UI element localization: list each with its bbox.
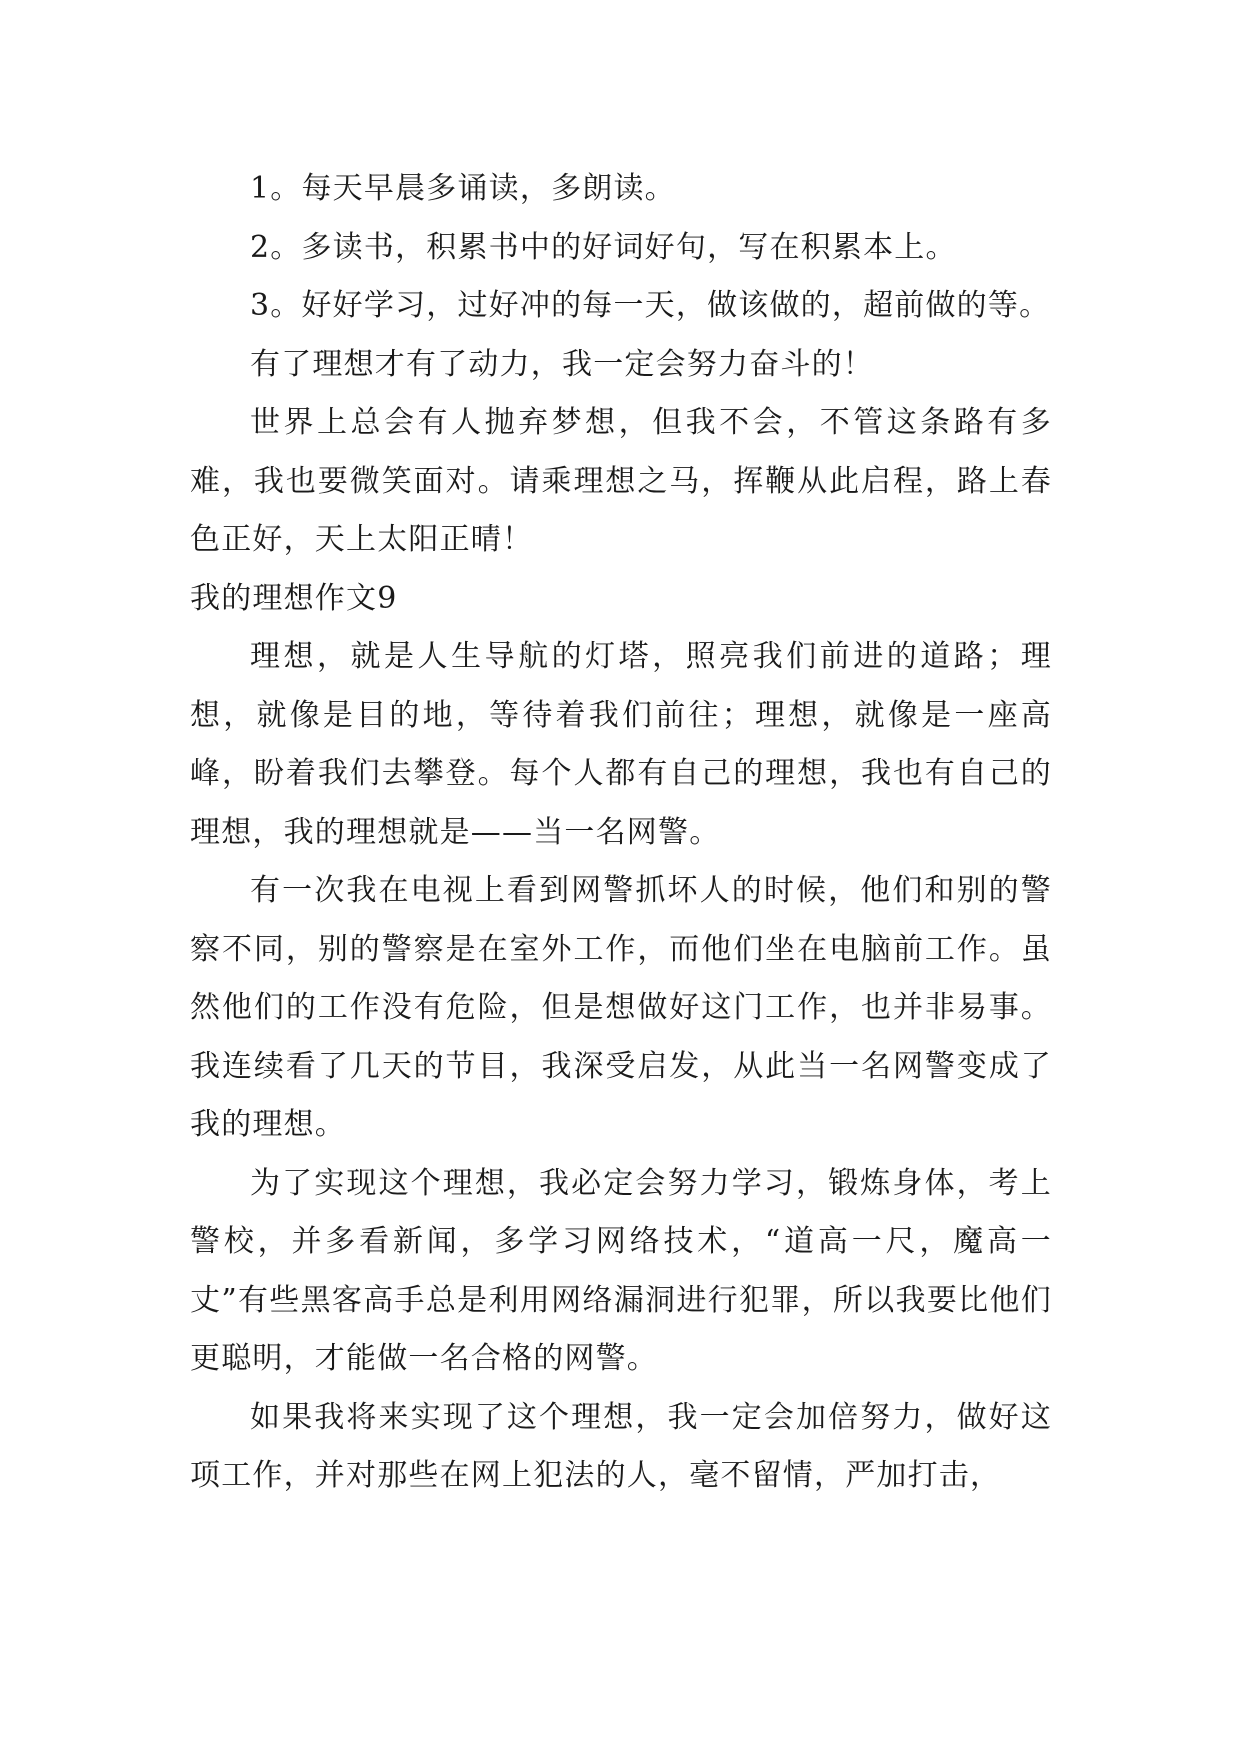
paragraph-motivation: 有了理想才有了动力，我一定会努力奋斗的！ [250,346,874,382]
paragraph-inspiration: 有一次我在电视上看到网警抓坏人的时候，他们和别的警察不同，别的警察是在室外工作，而他们坐在电脑前工作。虽然他们的工作没有危险，但是想做好这门工作，也并非易事。我连续看了几天的节目，我深受启发，从此当一名网警变成了我的理想。 [190,873,1052,1142]
paragraph-future: 如果我将来实现了这个理想，我一定会加倍努力，做好这项工作，并对那些在网上犯法的人，毫不留情，严加打击， [190,1399,1052,1493]
paragraph-tip-1: 1。每天早晨多诵读，多朗读。 [250,171,676,206]
paragraph-conclusion: 世界上总会有人抛弃梦想，但我不会，不管这条路有多难，我也要微笑面对。请乘理想之马，挥鞭从此启程，路上春色正好，天上太阳正晴！ [190,405,1052,557]
paragraph-intro: 理想，就是人生导航的灯塔，照亮我们前进的道路；理想，就像是目的地，等待着我们前往；理想，就像是一座高峰，盼着我们去攀登。每个人都有自己的理想，我也有自己的理想，我的理想就是——当一名网警。 [190,639,1052,850]
document-body [190,160,1052,1506]
section-title: 我的理想作文9 [190,580,398,616]
paragraph-tip-3: 3。好好学习，过好冲的每一天，做该做的，超前做的等。 [250,288,1051,323]
paragraph-tip-2: 2。多读书，积累书中的好词好句，写在积累本上。 [250,229,957,265]
paragraph-plan: 为了实现这个理想，我必定会努力学习，锻炼身体，考上警校，并多看新闻，多学习网络技术，“道高一尺，魔高一丈”有些黑客高手总是利用网络漏洞进行犯罪，所以我要比他们更聪明，才能做一名合格的网警。 [190,1165,1052,1376]
